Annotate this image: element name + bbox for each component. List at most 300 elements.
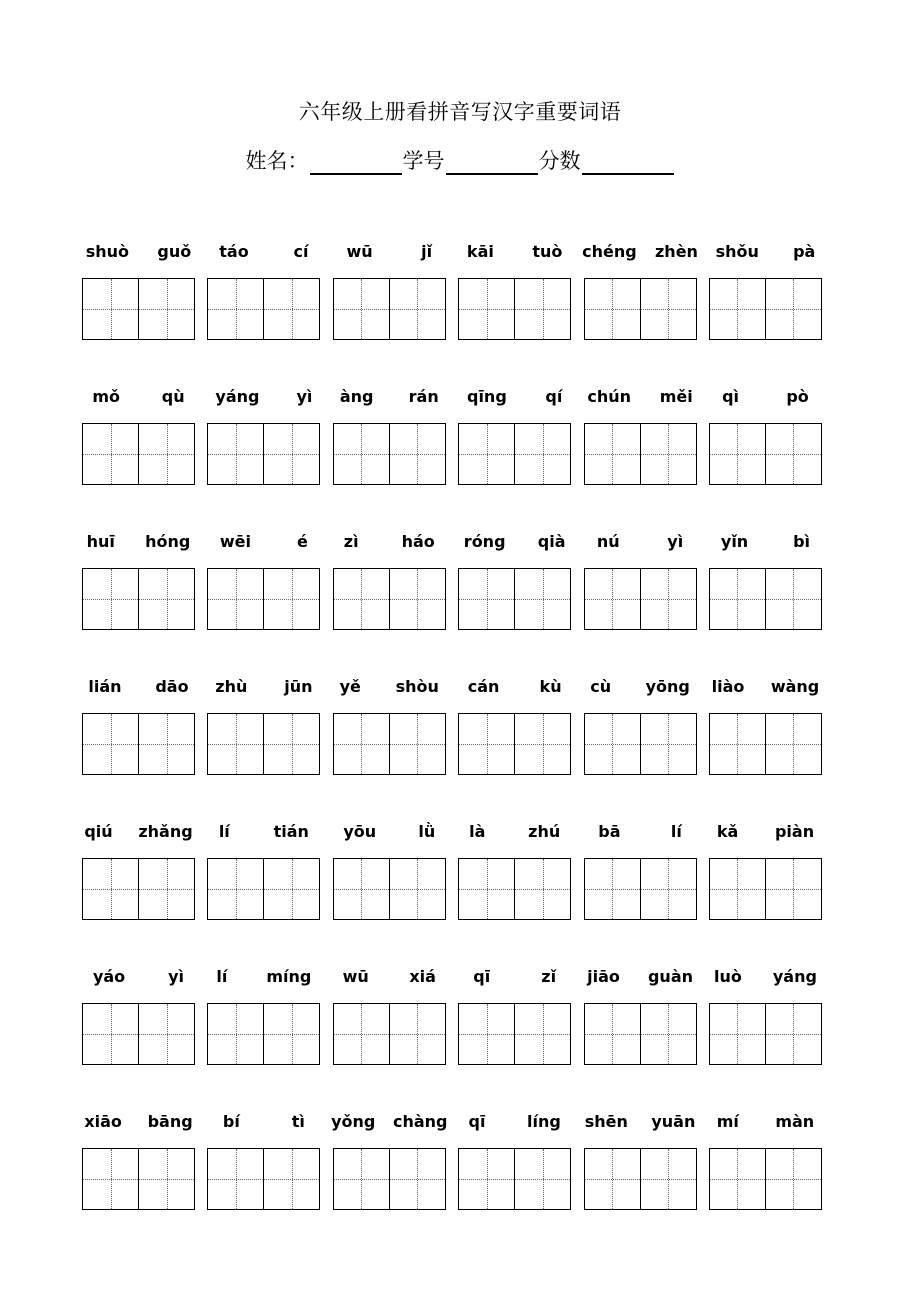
writing-boxes xyxy=(458,713,571,775)
pinyin-syllable: bāng xyxy=(147,1112,193,1131)
pinyin-syllable: yǒng xyxy=(331,1112,376,1131)
pinyin-syllable: shēn xyxy=(584,1112,628,1131)
character-box[interactable] xyxy=(263,279,319,339)
pinyin-label xyxy=(322,1112,456,1148)
exercise-row xyxy=(82,822,822,967)
pinyin-syllable: xiāo xyxy=(84,1112,122,1131)
character-box[interactable] xyxy=(138,279,194,339)
exercise-row xyxy=(82,242,822,387)
pinyin-syllable: yáng xyxy=(215,387,260,406)
word-item xyxy=(82,387,195,532)
word-item xyxy=(458,242,571,387)
exercise-row xyxy=(82,677,822,822)
pinyin-syllable: wū xyxy=(342,967,369,986)
writing-boxes xyxy=(82,568,195,630)
character-box[interactable] xyxy=(585,569,640,629)
character-box[interactable] xyxy=(208,859,263,919)
character-box[interactable] xyxy=(138,569,194,629)
pinyin-syllable: cí xyxy=(293,242,309,261)
pinyin-syllable: yì xyxy=(296,387,313,406)
pinyin-syllable: qiú xyxy=(84,822,113,841)
word-item xyxy=(207,1112,320,1257)
word-item xyxy=(82,967,195,1112)
word-item xyxy=(207,532,320,677)
character-box[interactable] xyxy=(710,279,765,339)
character-box[interactable] xyxy=(208,424,263,484)
word-item xyxy=(207,967,320,1112)
character-box[interactable] xyxy=(138,859,194,919)
pinyin-label xyxy=(72,822,206,858)
character-box[interactable] xyxy=(710,424,765,484)
pinyin-syllable: bā xyxy=(598,822,621,841)
writing-boxes xyxy=(584,1148,697,1210)
pinyin-syllable: qīng xyxy=(466,387,507,406)
pinyin-label xyxy=(698,387,832,423)
pinyin-syllable: tián xyxy=(273,822,309,841)
pinyin-syllable: àng xyxy=(339,387,374,406)
writing-boxes xyxy=(207,713,320,775)
exercise-row xyxy=(82,387,822,532)
pinyin-syllable: é xyxy=(297,532,308,551)
student-id-label: 学号 xyxy=(402,149,445,173)
character-box[interactable] xyxy=(640,714,696,774)
word-item xyxy=(82,1112,195,1257)
character-box[interactable] xyxy=(263,1004,319,1064)
character-box[interactable] xyxy=(585,859,640,919)
word-item xyxy=(709,387,822,532)
pinyin-syllable: shuò xyxy=(85,242,129,261)
word-item xyxy=(333,387,446,532)
exercise-row xyxy=(82,967,822,1112)
character-box[interactable] xyxy=(83,569,138,629)
pinyin-syllable: kāi xyxy=(466,242,494,261)
character-box[interactable] xyxy=(459,714,514,774)
character-box[interactable] xyxy=(208,569,263,629)
pinyin-label xyxy=(698,822,832,858)
pinyin-label xyxy=(698,532,832,568)
character-box[interactable] xyxy=(389,1004,445,1064)
pinyin-label xyxy=(72,1112,206,1148)
pinyin-syllable: zhèn xyxy=(654,242,698,261)
character-box[interactable] xyxy=(389,714,445,774)
pinyin-syllable: guàn xyxy=(647,967,693,986)
character-box[interactable] xyxy=(334,1149,389,1209)
writing-boxes xyxy=(584,713,697,775)
name-blank[interactable] xyxy=(310,149,402,175)
character-box[interactable] xyxy=(138,714,194,774)
pinyin-label xyxy=(197,967,331,1003)
character-box[interactable] xyxy=(765,1004,821,1064)
pinyin-syllable: míng xyxy=(266,967,312,986)
character-box[interactable] xyxy=(585,424,640,484)
character-box[interactable] xyxy=(334,569,389,629)
writing-boxes xyxy=(333,1003,446,1065)
pinyin-syllable: luò xyxy=(713,967,742,986)
writing-boxes xyxy=(333,423,446,485)
pinyin-label xyxy=(197,822,331,858)
character-box[interactable] xyxy=(765,714,821,774)
character-box[interactable] xyxy=(138,1004,194,1064)
word-item xyxy=(333,532,446,677)
word-item xyxy=(584,822,697,967)
character-box[interactable] xyxy=(640,424,696,484)
writing-boxes xyxy=(584,568,697,630)
pinyin-syllable: màn xyxy=(775,1112,815,1131)
character-box[interactable] xyxy=(459,859,514,919)
writing-boxes xyxy=(458,278,571,340)
word-item xyxy=(709,677,822,822)
word-item xyxy=(82,242,195,387)
pinyin-label xyxy=(322,677,456,713)
pinyin-label xyxy=(72,387,206,423)
character-box[interactable] xyxy=(585,714,640,774)
writing-boxes xyxy=(207,278,320,340)
pinyin-label xyxy=(698,967,832,1003)
pinyin-label xyxy=(72,677,206,713)
writing-boxes xyxy=(333,713,446,775)
student-info-row xyxy=(0,145,920,175)
pinyin-syllable: rán xyxy=(408,387,439,406)
pinyin-label xyxy=(322,967,456,1003)
character-box[interactable] xyxy=(334,859,389,919)
pinyin-syllable: shòu xyxy=(395,677,439,696)
pinyin-syllable: yōu xyxy=(343,822,377,841)
character-box[interactable] xyxy=(334,279,389,339)
character-box[interactable] xyxy=(640,859,696,919)
writing-boxes xyxy=(82,278,195,340)
writing-boxes xyxy=(458,1003,571,1065)
character-box[interactable] xyxy=(514,569,570,629)
character-box[interactable] xyxy=(459,1004,514,1064)
pinyin-syllable: yě xyxy=(339,677,361,696)
pinyin-label xyxy=(573,677,707,713)
pinyin-syllable: chàng xyxy=(392,1112,448,1131)
word-item xyxy=(584,1112,697,1257)
writing-boxes xyxy=(82,1148,195,1210)
pinyin-label xyxy=(573,387,707,423)
pinyin-label xyxy=(322,242,456,278)
writing-boxes xyxy=(82,858,195,920)
writing-boxes xyxy=(709,1003,822,1065)
pinyin-label xyxy=(197,532,331,568)
pinyin-label xyxy=(197,387,331,423)
pinyin-syllable: qù xyxy=(161,387,185,406)
pinyin-syllable: guǒ xyxy=(157,242,192,261)
pinyin-syllable: líng xyxy=(527,1112,561,1131)
pinyin-label xyxy=(573,532,707,568)
character-box[interactable] xyxy=(514,1004,570,1064)
writing-boxes xyxy=(207,1148,320,1210)
writing-boxes xyxy=(82,713,195,775)
character-box[interactable] xyxy=(710,569,765,629)
character-box[interactable] xyxy=(514,714,570,774)
character-box[interactable] xyxy=(389,569,445,629)
pinyin-syllable: piàn xyxy=(774,822,815,841)
word-item xyxy=(82,822,195,967)
word-item xyxy=(333,677,446,822)
word-item xyxy=(333,242,446,387)
writing-boxes xyxy=(584,423,697,485)
pinyin-label xyxy=(197,1112,331,1148)
writing-boxes xyxy=(333,278,446,340)
character-box[interactable] xyxy=(208,1149,263,1209)
word-item xyxy=(584,677,697,822)
pinyin-syllable: xiá xyxy=(409,967,436,986)
writing-boxes xyxy=(458,1148,571,1210)
writing-boxes xyxy=(333,1148,446,1210)
character-box[interactable] xyxy=(138,1149,194,1209)
pinyin-label xyxy=(448,677,582,713)
pinyin-syllable: chéng xyxy=(582,242,637,261)
writing-boxes xyxy=(458,568,571,630)
character-box[interactable] xyxy=(585,1004,640,1064)
character-box[interactable] xyxy=(138,424,194,484)
word-item xyxy=(584,967,697,1112)
pinyin-label xyxy=(197,677,331,713)
word-item xyxy=(458,1112,571,1257)
writing-boxes xyxy=(709,423,822,485)
writing-boxes xyxy=(207,568,320,630)
pinyin-syllable: táo xyxy=(219,242,249,261)
writing-boxes xyxy=(207,858,320,920)
writing-boxes xyxy=(82,423,195,485)
pinyin-label xyxy=(197,242,331,278)
score-label: 分数 xyxy=(538,149,581,173)
word-item xyxy=(333,967,446,1112)
character-box[interactable] xyxy=(514,424,570,484)
writing-boxes xyxy=(584,858,697,920)
pinyin-syllable: nú xyxy=(596,532,620,551)
character-box[interactable] xyxy=(263,1149,319,1209)
pinyin-syllable: tuò xyxy=(532,242,563,261)
writing-boxes xyxy=(333,858,446,920)
pinyin-syllable: bì xyxy=(793,532,811,551)
character-box[interactable] xyxy=(389,1149,445,1209)
word-item xyxy=(709,1112,822,1257)
word-item xyxy=(709,822,822,967)
character-box[interactable] xyxy=(459,569,514,629)
writing-boxes xyxy=(584,278,697,340)
character-box[interactable] xyxy=(263,714,319,774)
pinyin-syllable: qī xyxy=(473,967,491,986)
pinyin-label xyxy=(573,967,707,1003)
character-box[interactable] xyxy=(208,279,263,339)
score-blank[interactable] xyxy=(582,149,674,175)
pinyin-syllable: zhú xyxy=(528,822,561,841)
pinyin-syllable: dāo xyxy=(155,677,189,696)
word-item xyxy=(458,387,571,532)
pinyin-syllable: jǐ xyxy=(421,242,433,261)
pinyin-label xyxy=(698,677,832,713)
character-box[interactable] xyxy=(514,859,570,919)
word-item xyxy=(709,242,822,387)
character-box[interactable] xyxy=(334,714,389,774)
pinyin-syllable: qī xyxy=(468,1112,486,1131)
pinyin-label xyxy=(322,532,456,568)
pinyin-syllable: háo xyxy=(401,532,435,551)
pinyin-label xyxy=(698,242,832,278)
pinyin-syllable: wēi xyxy=(219,532,252,551)
pinyin-syllable: yì xyxy=(667,532,684,551)
character-box[interactable] xyxy=(334,424,389,484)
student-id-blank[interactable] xyxy=(446,149,538,175)
word-item xyxy=(458,822,571,967)
pinyin-syllable: kù xyxy=(539,677,562,696)
pinyin-syllable: là xyxy=(469,822,486,841)
character-box[interactable] xyxy=(208,1004,263,1064)
character-box[interactable] xyxy=(83,859,138,919)
character-box[interactable] xyxy=(83,1004,138,1064)
pinyin-syllable: jiāo xyxy=(587,967,620,986)
pinyin-label xyxy=(448,1112,582,1148)
writing-boxes xyxy=(709,858,822,920)
pinyin-syllable: chún xyxy=(587,387,632,406)
pinyin-label xyxy=(573,1112,707,1148)
pinyin-label xyxy=(573,822,707,858)
pinyin-syllable: tì xyxy=(291,1112,305,1131)
word-item xyxy=(709,532,822,677)
character-box[interactable] xyxy=(765,424,821,484)
word-item xyxy=(584,242,697,387)
pinyin-syllable: yōng xyxy=(645,677,690,696)
writing-boxes xyxy=(709,278,822,340)
pinyin-syllable: cán xyxy=(467,677,500,696)
character-box[interactable] xyxy=(640,1004,696,1064)
writing-boxes xyxy=(207,423,320,485)
pinyin-syllable: mí xyxy=(716,1112,739,1131)
writing-boxes xyxy=(458,858,571,920)
character-box[interactable] xyxy=(459,279,514,339)
word-item xyxy=(333,822,446,967)
character-box[interactable] xyxy=(710,714,765,774)
character-box[interactable] xyxy=(585,1149,640,1209)
pinyin-syllable: liào xyxy=(711,677,745,696)
pinyin-syllable: qì xyxy=(722,387,740,406)
word-item xyxy=(584,532,697,677)
character-box[interactable] xyxy=(710,1149,765,1209)
word-item xyxy=(207,387,320,532)
word-item xyxy=(82,677,195,822)
pinyin-syllable: lǜ xyxy=(418,822,436,841)
pinyin-label xyxy=(72,967,206,1003)
pinyin-syllable: hóng xyxy=(145,532,191,551)
pinyin-syllable: zhù xyxy=(215,677,248,696)
pinyin-syllable: qià xyxy=(537,532,566,551)
character-box[interactable] xyxy=(710,859,765,919)
pinyin-syllable: yáo xyxy=(92,967,126,986)
character-box[interactable] xyxy=(640,279,696,339)
worksheet-title: 六年级上册看拼音写汉字重要词语 xyxy=(298,100,622,124)
character-box[interactable] xyxy=(83,424,138,484)
writing-boxes xyxy=(458,423,571,485)
word-item xyxy=(458,967,571,1112)
pinyin-label xyxy=(322,822,456,858)
character-box[interactable] xyxy=(765,859,821,919)
pinyin-label xyxy=(322,387,456,423)
pinyin-syllable: shǒu xyxy=(715,242,759,261)
character-box[interactable] xyxy=(208,714,263,774)
character-box[interactable] xyxy=(389,859,445,919)
word-item xyxy=(458,532,571,677)
pinyin-label xyxy=(573,242,707,278)
character-box[interactable] xyxy=(83,714,138,774)
character-box[interactable] xyxy=(334,1004,389,1064)
pinyin-label xyxy=(448,532,582,568)
pinyin-syllable: mǒ xyxy=(92,387,121,406)
character-box[interactable] xyxy=(83,1149,138,1209)
word-item xyxy=(207,677,320,822)
pinyin-syllable: zǐ xyxy=(541,967,557,986)
word-item xyxy=(458,677,571,822)
pinyin-syllable: lí xyxy=(670,822,682,841)
writing-boxes xyxy=(709,713,822,775)
pinyin-syllable: yì xyxy=(168,967,185,986)
character-box[interactable] xyxy=(765,569,821,629)
pinyin-syllable: róng xyxy=(463,532,506,551)
pinyin-syllable: wū xyxy=(346,242,373,261)
character-box[interactable] xyxy=(514,1149,570,1209)
pinyin-syllable: yǐn xyxy=(720,532,749,551)
name-label: 姓名： xyxy=(245,149,309,173)
pinyin-syllable: zhǎng xyxy=(138,822,193,841)
character-box[interactable] xyxy=(640,569,696,629)
pinyin-syllable: bí xyxy=(222,1112,240,1131)
word-item xyxy=(584,387,697,532)
pinyin-syllable: kǎ xyxy=(716,822,739,841)
pinyin-label xyxy=(72,242,206,278)
character-box[interactable] xyxy=(514,279,570,339)
pinyin-syllable: lí xyxy=(216,967,228,986)
pinyin-label xyxy=(448,242,582,278)
pinyin-syllable: lí xyxy=(218,822,230,841)
word-item xyxy=(207,242,320,387)
writing-boxes xyxy=(709,568,822,630)
exercise-row xyxy=(82,532,822,677)
pinyin-syllable: cù xyxy=(590,677,612,696)
character-box[interactable] xyxy=(585,279,640,339)
character-box[interactable] xyxy=(83,279,138,339)
pinyin-syllable: huī xyxy=(86,532,115,551)
character-box[interactable] xyxy=(389,424,445,484)
pinyin-label xyxy=(72,532,206,568)
pinyin-syllable: yáng xyxy=(772,967,817,986)
exercise-row xyxy=(82,1112,822,1257)
character-box[interactable] xyxy=(710,1004,765,1064)
word-item xyxy=(207,822,320,967)
writing-boxes xyxy=(333,568,446,630)
pinyin-syllable: qí xyxy=(545,387,563,406)
character-box[interactable] xyxy=(263,424,319,484)
pinyin-syllable: pò xyxy=(786,387,809,406)
character-box[interactable] xyxy=(459,1149,514,1209)
character-box[interactable] xyxy=(459,424,514,484)
character-box[interactable] xyxy=(263,569,319,629)
character-box[interactable] xyxy=(389,279,445,339)
pinyin-syllable: jūn xyxy=(284,677,313,696)
writing-boxes xyxy=(584,1003,697,1065)
pinyin-syllable: zì xyxy=(343,532,359,551)
character-box[interactable] xyxy=(640,1149,696,1209)
writing-boxes xyxy=(207,1003,320,1065)
word-item xyxy=(82,532,195,677)
character-box[interactable] xyxy=(765,279,821,339)
pinyin-label xyxy=(448,387,582,423)
pinyin-label xyxy=(448,822,582,858)
pinyin-syllable: pà xyxy=(793,242,816,261)
word-item xyxy=(333,1112,446,1257)
character-box[interactable] xyxy=(263,859,319,919)
character-box[interactable] xyxy=(765,1149,821,1209)
